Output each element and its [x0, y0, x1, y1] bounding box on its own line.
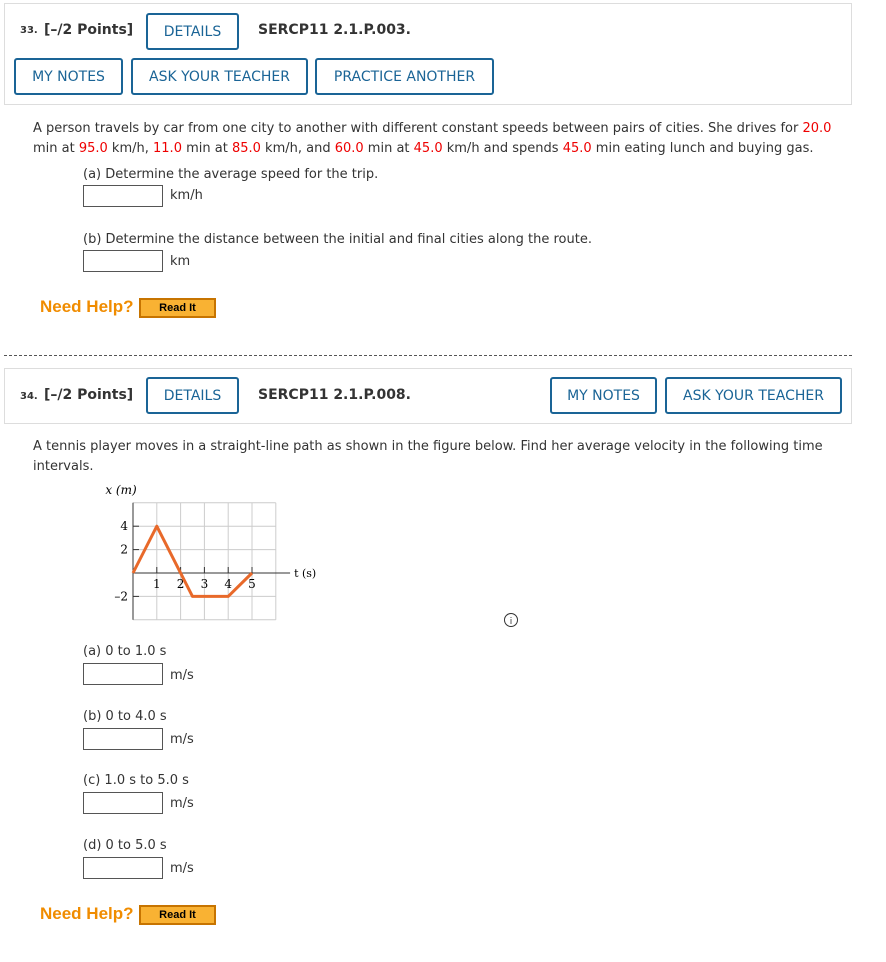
q34-text: A tennis player moves in a straight-line path as shown in the figure below. Find her average velocity in the following time intervals. [33, 439, 823, 474]
q33-part-b-unit: km [170, 254, 191, 269]
svg-text:i: i [509, 617, 513, 627]
q34-part-a-unit: m/s [170, 668, 194, 683]
divider [4, 355, 852, 356]
q33-text: A person travels by car from one city to another with different constant speeds between pairs of cities. She drives for 20.0 min at 95.0 km/h, 11.0 min at 85.0 km/h, and 60.0 min at 45.0 km/h and spends 45.0 min eating lunch and buying gas. [33, 121, 832, 156]
q33-practice-another-button[interactable]: PRACTICE ANOTHER [315, 58, 494, 95]
y-axis-label: x (m) [105, 483, 137, 497]
x-tick-label: 4 [224, 577, 233, 591]
x-tick-label: 2 [176, 577, 185, 591]
y-tick-label: –2 [114, 589, 128, 604]
q34-part-a-input[interactable] [83, 663, 163, 685]
q34-number: 34. [20, 391, 38, 402]
q34-part-d-input[interactable] [83, 857, 163, 879]
y-tick-label: 4 [120, 519, 128, 534]
q34-part-c-unit: m/s [170, 796, 194, 811]
q33-part-b-input[interactable] [83, 250, 163, 272]
q33-number: 33. [20, 25, 38, 36]
position-time-graph [100, 480, 330, 625]
y-tick-label: 2 [120, 542, 128, 557]
position-line [133, 526, 252, 596]
info-icon[interactable] [503, 612, 519, 628]
x-tick-label: 3 [200, 577, 209, 591]
q34-part-d-label: (d) 0 to 5.0 s [83, 838, 167, 853]
q33-details-button[interactable]: DETAILS [146, 13, 239, 50]
q33-read-it-button[interactable]: Read It [139, 298, 216, 318]
q34-part-b-input[interactable] [83, 728, 163, 750]
x-axis-label: t (s) [294, 567, 317, 580]
q33-ask-teacher-button[interactable]: ASK YOUR TEACHER [131, 58, 308, 95]
q34-ask-teacher-button[interactable]: ASK YOUR TEACHER [665, 377, 842, 414]
q33-part-a-unit: km/h [170, 188, 203, 203]
q33-code: SERCP11 2.1.P.003. [258, 22, 411, 38]
q34-read-it-button[interactable]: Read It [139, 905, 216, 925]
q34-part-b-label: (b) 0 to 4.0 s [83, 709, 167, 724]
q33-need-help: Need Help? [40, 297, 134, 316]
q33-part-a-input[interactable] [83, 185, 163, 207]
q34-my-notes-button[interactable]: MY NOTES [550, 377, 657, 414]
q33-part-b-label: (b) Determine the distance between the initial and final cities along the route. [83, 232, 592, 247]
q34-points: [–/2 Points] [44, 387, 134, 403]
q34-part-c-label: (c) 1.0 s to 5.0 s [83, 773, 189, 788]
q34-part-c-input[interactable] [83, 792, 163, 814]
q33-part-a-label: (a) Determine the average speed for the trip. [83, 167, 379, 182]
q33-points: [–/2 Points] [44, 22, 134, 38]
q34-need-help: Need Help? [40, 904, 134, 923]
q34-details-button[interactable]: DETAILS [146, 377, 239, 414]
q34-part-b-unit: m/s [170, 732, 194, 747]
q33-my-notes-button[interactable]: MY NOTES [14, 58, 123, 95]
x-tick-label: 5 [248, 577, 256, 591]
q34-part-a-label: (a) 0 to 1.0 s [83, 644, 167, 659]
q34-part-d-unit: m/s [170, 861, 194, 876]
x-tick-label: 1 [152, 577, 161, 591]
q34-code: SERCP11 2.1.P.008. [258, 387, 411, 403]
